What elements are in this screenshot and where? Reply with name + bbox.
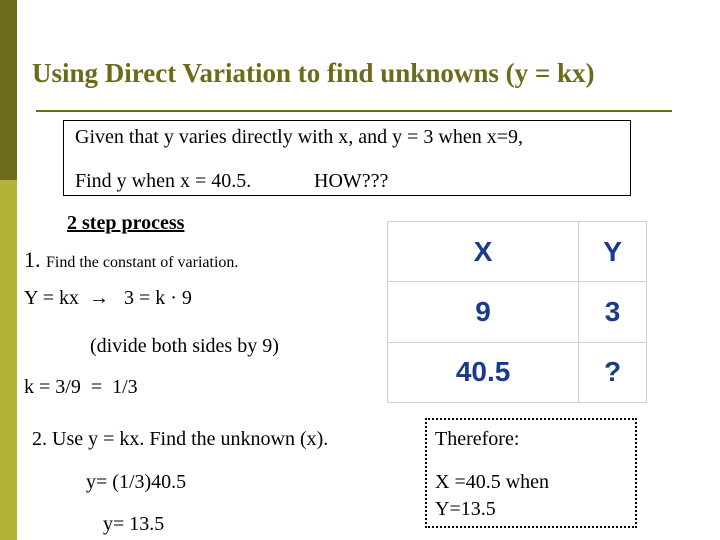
y-equation-substitution: y= (1/3)40.5 [86,471,187,493]
table-row [388,282,647,342]
table-row [388,342,647,402]
conclusion-heading: Therefore: [435,428,520,450]
side-bar-dark [0,0,17,180]
side-bar-light [0,180,17,540]
table-header-y: Y [579,222,647,282]
table-cell: ? [579,342,647,402]
conclusion-line-1: X =40.5 when [435,471,550,493]
k-value: k = 3/9 = 1/3 [24,376,138,398]
table-cell: 3 [579,282,647,342]
given-box [63,120,631,196]
table-header-row [388,222,647,282]
find-statement: Find y when x = 40.5. [75,170,252,192]
table-header-x: X [388,222,579,282]
table-cell: 9 [388,282,579,342]
step-one-number: 1. [24,247,41,272]
title-underline [36,110,672,112]
table-cell: 40.5 [388,342,579,402]
divide-note: (divide both sides by 9) [90,335,279,357]
conclusion-line-2: Y=13.5 [435,498,496,520]
given-statement: Given that y varies directly with x, and y = 3 when x=9, [75,126,524,148]
xy-table [387,221,647,403]
step-two: 2. Use y = kx. Find the unknown (x). [32,428,329,450]
y-equation-result: y= 13.5 [103,513,165,535]
equation-line: Y = kx → 3 = k · 9 [24,287,192,309]
conclusion-box [425,418,637,528]
step-one-text: Find the constant of variation. [46,254,239,271]
process-heading: 2 step process [67,212,185,234]
step-one [24,247,238,273]
slide-title: Using Direct Variation to find unknowns (y = kx) [32,58,595,88]
how-question: HOW??? [314,170,389,192]
